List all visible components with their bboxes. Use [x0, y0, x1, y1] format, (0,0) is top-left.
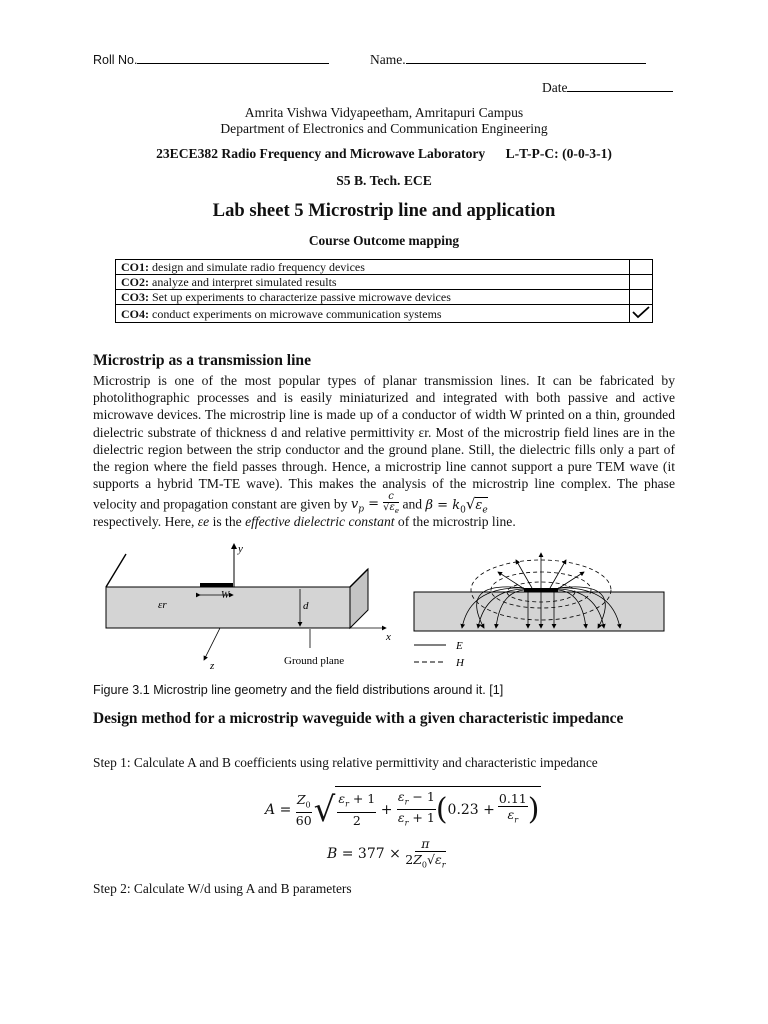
paragraph-text: Microstrip is one of the most popular types of planar transmission lines. It can be fabricated by photolithographic processes and is easily miniaturized and integrated with both passive and active microwave devices. The microstrip line is made up of a conductor of width W printed on a thin, grounded dielectric substrate of thickness d and relative permittivity εr. Most of the microstrip field lines are in the dielectric region between the strip conductor and the ground plane. Still, the dielectric fills only a part of the region where the field passes through. Hence, a microstrip line cannot support a pure TEM wave (it supports a hybrid TM-TE wave). This makes the analysis of the microstrip line complex. The phase velocity and propagation constant are given by: [93, 373, 675, 512]
co-cell: [116, 260, 630, 275]
department-name: Department of Electronics and Communication Engineering: [220, 121, 548, 136]
closing-pre: respectively. Here,: [93, 514, 198, 529]
body-paragraph: [93, 372, 675, 520]
co-check-cell: [630, 275, 653, 290]
e-field-legend: E: [456, 640, 463, 652]
table-row: [116, 290, 653, 305]
roll-no-label: Roll No.: [93, 53, 138, 67]
step-2: Step 2: Calculate W/d using A and B parameters: [93, 881, 352, 896]
date-label: Date: [542, 80, 568, 95]
co-cell: [116, 275, 630, 290]
ground-plane-label: Ground plane: [284, 655, 345, 667]
microstrip-figure: [100, 540, 670, 675]
closing-mid: is the: [209, 514, 246, 529]
width-label: W: [221, 590, 230, 601]
co-text: Set up experiments to characterize passive microwave devices: [152, 290, 451, 304]
course-line: 23ECE382 Radio Frequency and Microwave Laboratory L-T-P-C: (0-0-3-1): [156, 146, 612, 161]
semester: S5 B. Tech. ECE: [336, 173, 432, 188]
z-axis-label: z: [210, 660, 215, 672]
table-row: [116, 305, 653, 323]
closing-post: of the microstrip line.: [394, 514, 516, 529]
co-check-cell: [630, 305, 653, 323]
microstrip-geometry-diagram: [106, 543, 391, 672]
closing-symbol: εe: [197, 514, 210, 529]
university-name: Amrita Vishwa Vidyapeetham, Amritapuri Campus: [244, 105, 524, 120]
co-code: CO4:: [121, 306, 149, 321]
closing-italic: effective dielectric constant: [245, 514, 395, 529]
mapping-heading: Course Outcome mapping: [308, 233, 460, 248]
x-axis-label: x: [386, 631, 391, 643]
thickness-label: d: [303, 600, 309, 612]
co-check-cell: [630, 260, 653, 275]
section-heading: Design method for a microstrip waveguide with a given characteristic impedance: [93, 710, 624, 727]
checkmark-icon: [631, 305, 651, 319]
field-distribution-diagram: [414, 553, 664, 669]
formula-b: B = 377 × π $2Z_0√\varepsilon_r$: [327, 835, 446, 870]
permittivity-label: εr: [158, 599, 167, 611]
propagation-constant-formula: $\beta = k_0√\varepsilon_e$: [425, 494, 488, 516]
name-field[interactable]: [370, 51, 646, 68]
co-text: design and simulate radio frequency devices: [152, 260, 365, 274]
co-code: CO2:: [121, 275, 149, 289]
date-blank: [567, 79, 673, 92]
section-heading: Microstrip as a transmission line: [93, 352, 312, 369]
closing-sentence: [93, 514, 516, 530]
y-axis-label: y: [238, 543, 243, 555]
page-title: Lab sheet 5 Microstrip line and application: [212, 200, 556, 221]
co-text: analyze and interpret simulated results: [152, 275, 337, 289]
name-blank: [406, 51, 646, 64]
co-cell: [116, 290, 630, 305]
co-code: CO1:: [121, 260, 149, 274]
co-cell: [116, 305, 630, 323]
step-1: Step 1: Calculate A and B coefficients using relative permittivity and characteristic impedance: [93, 755, 598, 770]
co-code: CO3:: [121, 290, 149, 304]
co-text: conduct experiments on microwave communication systems: [152, 306, 442, 321]
co-check-cell: [630, 290, 653, 305]
date-field[interactable]: [542, 79, 673, 96]
table-row: [116, 275, 653, 290]
table-row: [116, 260, 653, 275]
course-outcome-table: [115, 259, 653, 323]
name-label: Name.: [370, 52, 406, 67]
roll-no-blank: [137, 52, 329, 64]
h-field-legend: H: [456, 657, 464, 669]
conductor-strip: [200, 583, 233, 587]
figure-caption: Figure 3.1 Microstrip line geometry and the field distributions around it. [1]: [93, 683, 504, 697]
phase-velocity-formula: $v_p$ = $\frac{c}{√\varepsilon_e}$: [350, 491, 400, 516]
roll-no-field[interactable]: [93, 52, 329, 67]
formula-a: A = $Z_0$ 60 √ $\varepsilon_r + 1$ 2 + $\varepsilon_r - 1$ $\varepsilon_r + 1$ ( 0.23 + 0.11 $\varepsilon_r$ ): [265, 788, 541, 832]
and-word: and: [402, 496, 423, 512]
